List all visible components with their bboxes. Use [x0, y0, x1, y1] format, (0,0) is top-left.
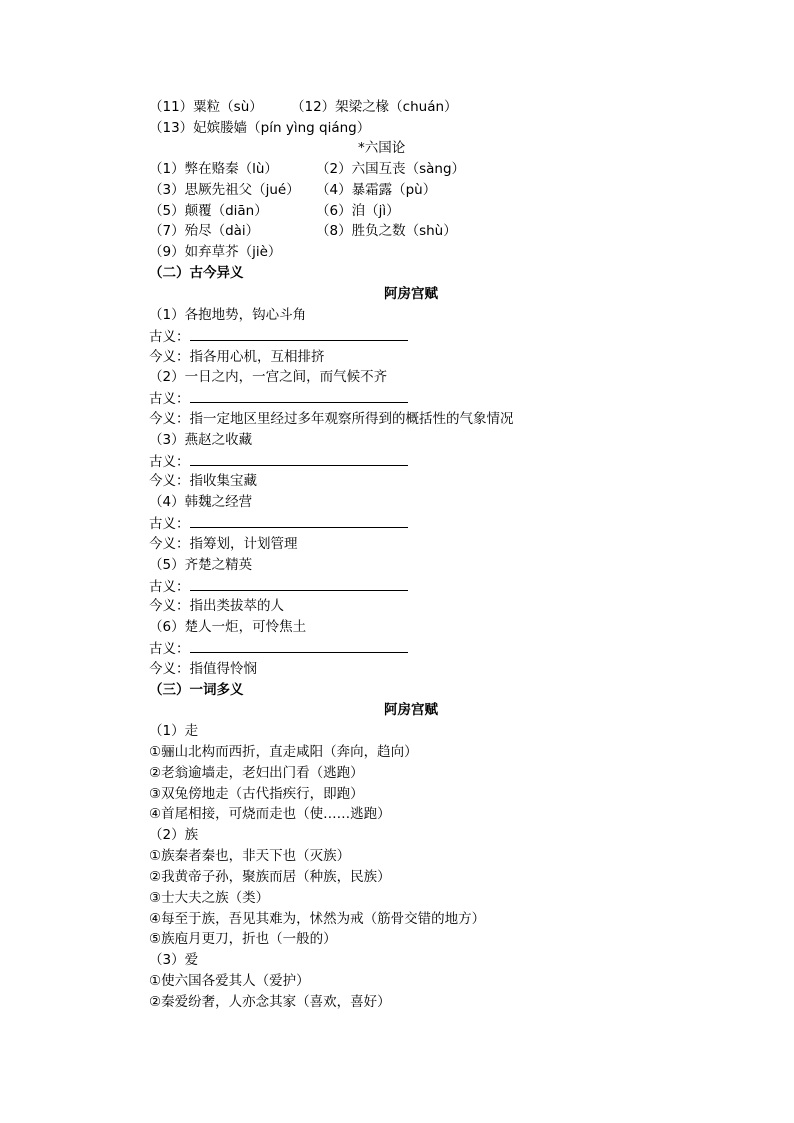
- liuguolun-item-7: （7）殆尽（dài）: [149, 223, 260, 239]
- polysemy-line: ⑤族庖月更刀，折也（一般的）: [149, 931, 337, 947]
- gujin-question-5: （5）齐楚之精英: [149, 557, 253, 573]
- gujin-gu-5: [149, 576, 408, 597]
- liuguolun-item-3: （3）思厥先祖父（jué）: [149, 182, 300, 198]
- gujin-question-1: （1）各抱地势，钩心斗角: [149, 307, 307, 323]
- section2-title: 阿房宫赋: [384, 286, 438, 302]
- gujin-jin-1: 今义：指各用心机，互相排挤: [149, 349, 325, 365]
- polysemy-line: ②我黄帝子孙，聚族而居（种族，民族）: [149, 869, 391, 885]
- liuguolun-item-5: （5）颠覆（diān）: [149, 203, 268, 219]
- pinyin-item-12: （12）架梁之椽（chuán）: [291, 99, 458, 115]
- liuguolun-item-6: （6）洎（jì）: [316, 203, 400, 219]
- answer-blank: [190, 388, 408, 403]
- answer-blank: [190, 576, 408, 591]
- polysemy-line: ②秦爱纷奢，人亦念其家（喜欢，喜好）: [149, 994, 391, 1010]
- liuguolun-item-8: （8）胜负之数（shù）: [316, 223, 457, 239]
- polysemy-line: ①族秦者秦也，非天下也（灭族）: [149, 848, 351, 864]
- gujin-gu-4: [149, 513, 408, 534]
- liuguolun-item-1: （1）弊在赂秦（lù）: [149, 161, 278, 177]
- pinyin-item-11: （11）粟粒（sù）: [149, 99, 263, 115]
- gujin-jin-2: 今义：指一定地区里经过多年观察所得到的概括性的气象情况: [149, 411, 514, 427]
- gujin-gu-6: [149, 638, 408, 659]
- section2-heading: （二）古今异义: [149, 265, 244, 281]
- gujin-question-4: （4）韩魏之经营: [149, 494, 253, 510]
- gujin-jin-6: 今义：指值得怜悯: [149, 661, 257, 677]
- polysemy-line: （3）爱: [149, 952, 199, 968]
- liuguolun-item-4: （4）暴霜露（pù）: [316, 182, 437, 198]
- polysemy-line: ①使六国各爱其人（爱护）: [149, 973, 310, 989]
- gujin-question-2: （2）一日之内，一宫之间，而气候不齐: [149, 369, 388, 385]
- answer-blank: [190, 326, 408, 341]
- gujin-jin-5: 今义：指出类拔萃的人: [149, 598, 284, 614]
- section3-title: 阿房宫赋: [384, 702, 438, 718]
- polysemy-line: （1）走: [149, 723, 199, 739]
- gu-label: 古义：: [149, 641, 190, 657]
- gu-label: 古义：: [149, 454, 190, 470]
- liuguolun-title: *六国论: [358, 140, 406, 156]
- polysemy-line: ④每至于族，吾见其难为，怵然为戒（筋骨交错的地方）: [149, 911, 486, 927]
- gujin-question-6: （6）楚人一炬，可怜焦土: [149, 619, 307, 635]
- liuguolun-item-2: （2）六国互丧（sàng）: [316, 161, 466, 177]
- gujin-question-3: （3）燕赵之收藏: [149, 432, 253, 448]
- gujin-gu-3: [149, 451, 408, 472]
- section3-heading: （三）一词多义: [149, 682, 244, 698]
- answer-blank: [190, 451, 408, 466]
- gujin-jin-4: 今义：指筹划，计划管理: [149, 536, 298, 552]
- liuguolun-item-9: （9）如弃草芥（jiè）: [149, 244, 282, 260]
- gu-label: 古义：: [149, 391, 190, 407]
- gujin-jin-3: 今义：指收集宝藏: [149, 473, 257, 489]
- answer-blank: [190, 638, 408, 653]
- gu-label: 古义：: [149, 579, 190, 595]
- pinyin-item-13: （13）妃嫔媵嫱（pín yìng qiáng）: [149, 120, 371, 136]
- gujin-gu-2: [149, 388, 408, 409]
- polysemy-line: （2）族: [149, 827, 199, 843]
- polysemy-line: ④首尾相接，可烧而走也（使……逃跑）: [149, 806, 391, 822]
- answer-blank: [190, 513, 408, 528]
- gu-label: 古义：: [149, 516, 190, 532]
- polysemy-line: ③双兔傍地走（古代指疾行，即跑）: [149, 786, 364, 802]
- polysemy-line: ③士大夫之族（类）: [149, 890, 270, 906]
- polysemy-line: ②老翁逾墙走，老妇出门看（逃跑）: [149, 765, 364, 781]
- gujin-gu-1: [149, 326, 408, 347]
- gu-label: 古义：: [149, 329, 190, 345]
- polysemy-line: ①骊山北构而西折，直走咸阳（奔向，趋向）: [149, 744, 418, 760]
